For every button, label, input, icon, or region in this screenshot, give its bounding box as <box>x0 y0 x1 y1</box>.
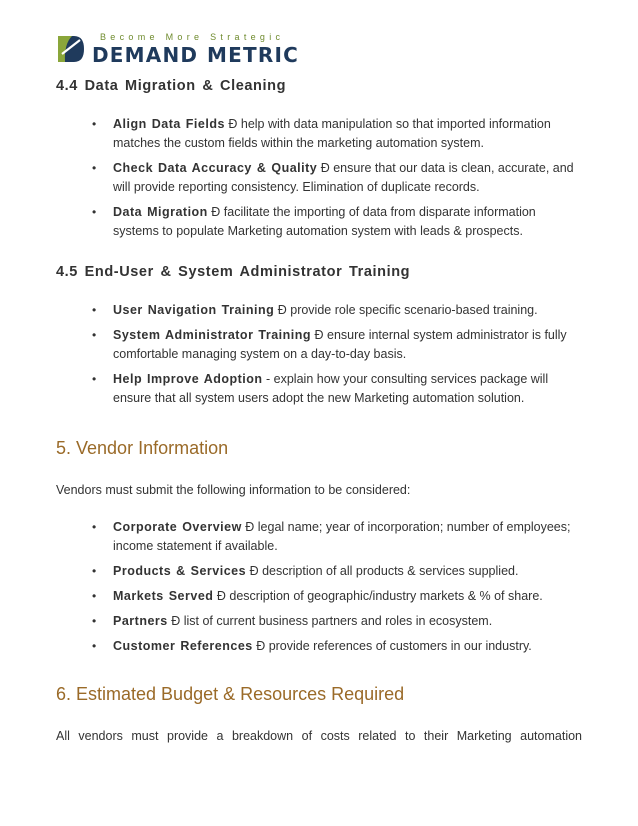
bullet-icon: • <box>92 589 97 603</box>
bullet-icon: • <box>92 520 97 534</box>
section-heading-4-5: 4.5 End-User & System Administrator Training <box>56 264 411 280</box>
list-item: • Markets Served Ð description of geographic/industry markets & % of share. <box>92 587 582 606</box>
section-4-4-list <box>92 115 582 241</box>
bullet-icon: • <box>92 639 97 653</box>
section-6-intro: All vendors must provide a breakdown of costs related to their Marketing automation <box>56 729 582 743</box>
list-item: • Partners Ð list of current business partners and roles in ecosystem. <box>92 612 582 631</box>
bullet-icon: • <box>92 614 97 628</box>
logo-tagline: Become More Strategic <box>100 32 285 42</box>
section-4-5-list <box>92 301 582 408</box>
list-item: • Align Data Fields Ð help with data manipulation so that imported information matches the custom fields within the marketing automation system. <box>92 117 551 150</box>
section-heading-4-4: 4.4 Data Migration & Cleaning <box>56 78 287 94</box>
bullet-icon: • <box>92 161 97 175</box>
section-heading-6: 6. Estimated Budget & Resources Required <box>56 684 405 704</box>
brand-demand: DEMAND <box>92 43 199 67</box>
list-item: • Corporate Overview Ð legal name; year of incorporation; number of employees; income statement if available. <box>92 520 571 553</box>
list-item: • System Administrator Training Ð ensure internal system administrator is fully comfortable managing system on a day-to-day basis. <box>92 328 567 361</box>
list-item: • Customer References Ð provide references of customers in our industry. <box>92 637 582 656</box>
bullet-icon: • <box>92 372 97 386</box>
list-item: • Products & Services Ð description of all products & services supplied. <box>92 562 582 581</box>
bullet-icon: • <box>92 564 97 578</box>
demand-metric-logo <box>56 32 316 68</box>
list-item: • Help Improve Adoption - explain how your consulting services package will ensure that all system users adopt the new Marketing automation solution. <box>92 372 549 405</box>
section-5-intro: Vendors must submit the following information to be considered: <box>56 483 411 497</box>
bullet-icon: • <box>92 328 97 342</box>
logo-mark-icon <box>56 34 86 64</box>
bullet-icon: • <box>92 303 97 317</box>
list-item: • Check Data Accuracy & Quality Ð ensure that our data is clean, accurate, and will provide reporting consistency. Elimination of duplicate records. <box>92 161 574 194</box>
logo-wordmark <box>92 43 299 68</box>
section-5-list <box>92 518 582 656</box>
list-item: • User Navigation Training Ð provide role specific scenario-based training. <box>92 301 582 320</box>
brand-metric: METRIC <box>207 43 299 67</box>
list-item: • Data Migration Ð facilitate the importing of data from disparate information systems to populate Marketing automation system with leads & prospects. <box>92 205 536 238</box>
section-heading-5: 5. Vendor Information <box>56 438 229 458</box>
bullet-icon: • <box>92 117 97 131</box>
bullet-icon: • <box>92 205 97 219</box>
